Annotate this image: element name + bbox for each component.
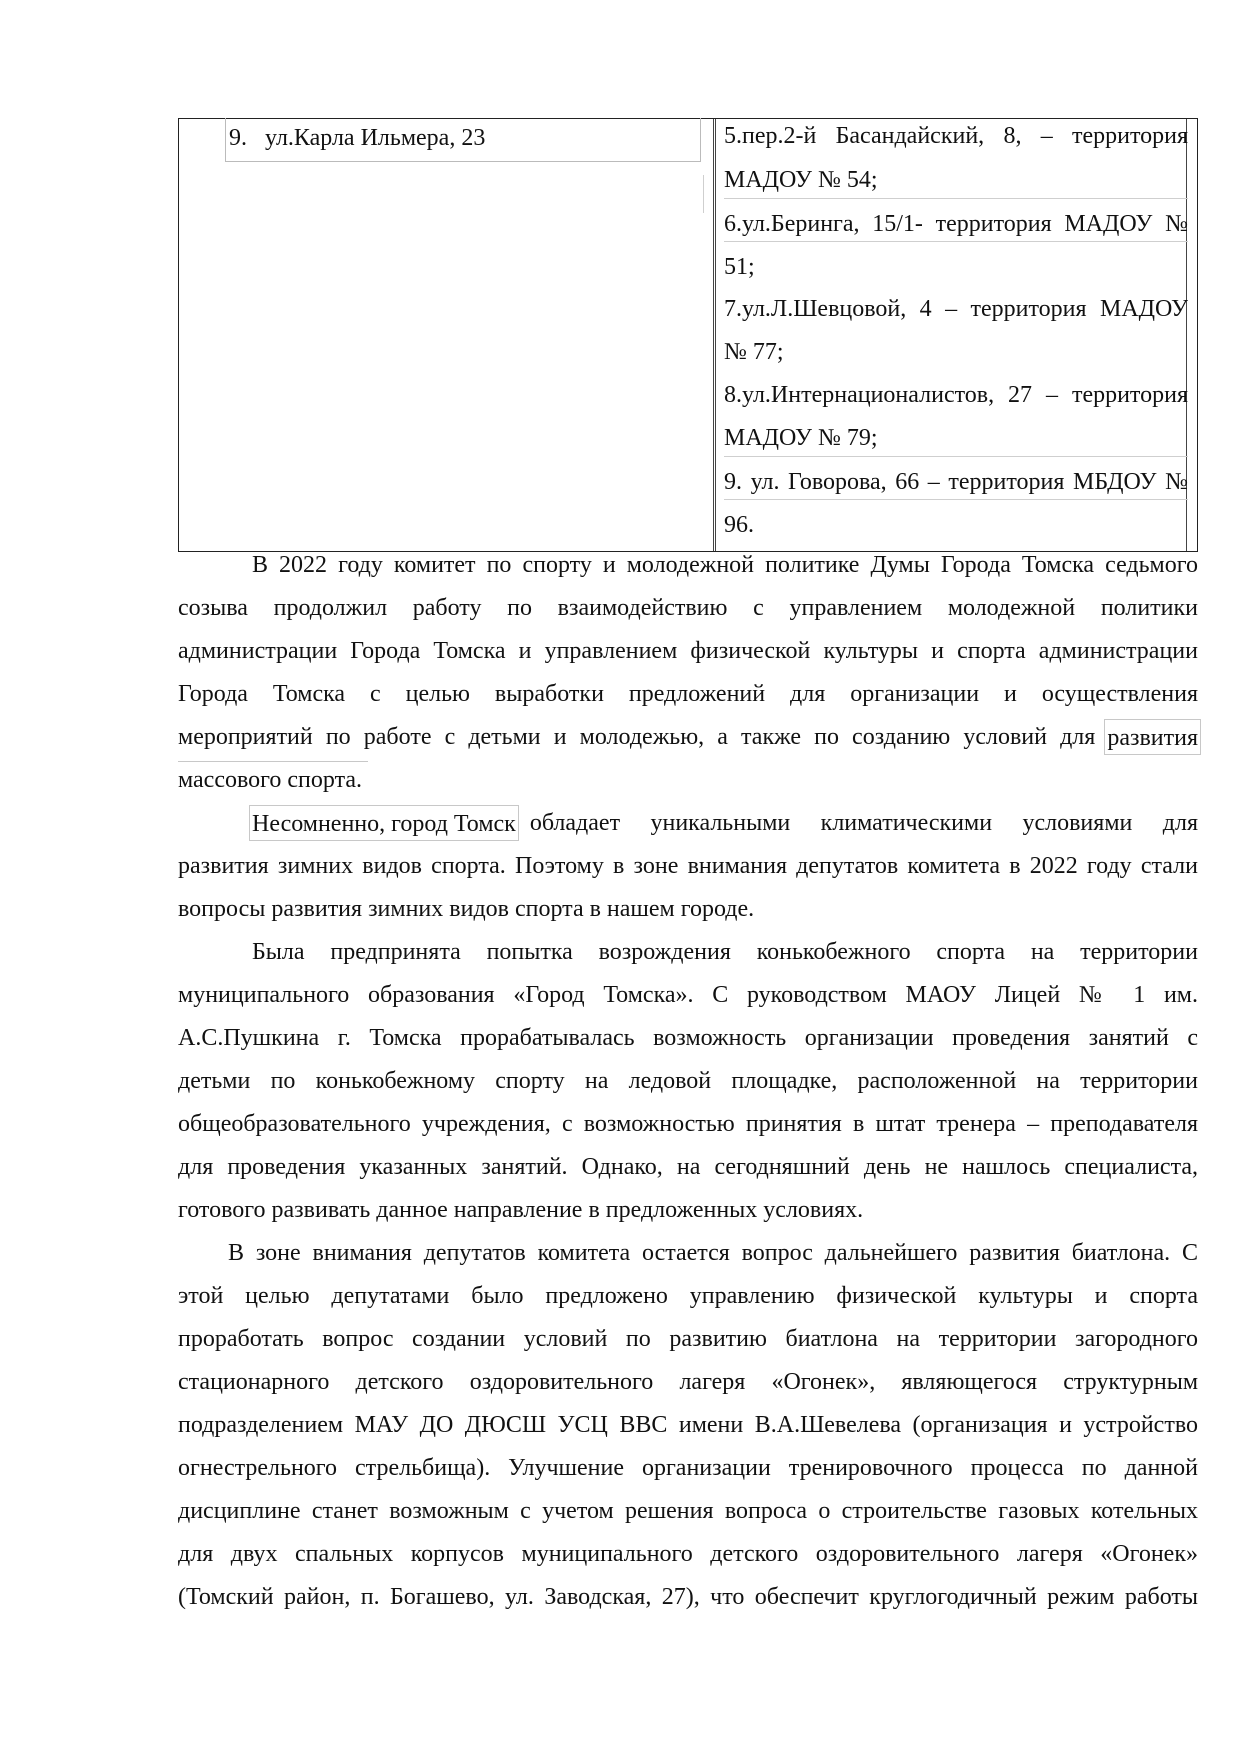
- left-cell-address: ул.Карла Ильмера, 23: [265, 125, 486, 151]
- paragraph-line-text: обладает уникальными климатическими условиями для: [529, 810, 1198, 836]
- paragraph-line: развития зимних видов спорта. Поэтому в зоне внимания депутатов комитета в 2022 году стали: [178, 853, 1198, 879]
- framed-word: развития: [1104, 719, 1201, 755]
- paragraph-line: (Томский район, п. Богашево, ул. Заводская, 27), что обеспечит круглогодичный режим работы: [178, 1584, 1198, 1610]
- paragraph-line: созыва продолжил работу по взаимодействию с управлением молодежной политики: [178, 595, 1198, 621]
- paragraph-line: для двух спальных корпусов муниципального детского оздоровительного лагеря «Огонек»: [178, 1541, 1198, 1567]
- paragraph-line: общеобразовательного учреждения, с возможностью принятия в штат тренера – преподавателя: [178, 1111, 1198, 1137]
- paragraph-line: стационарного детского оздоровительного лагеря «Огонек», являющегося структурным: [178, 1369, 1198, 1395]
- address-table: [178, 118, 1198, 552]
- table-line: 8.ул.Интернационалистов, 27 – территория: [724, 382, 1188, 408]
- paragraph-line: вопросы развития зимних видов спорта в нашем городе.: [178, 896, 755, 922]
- paragraph-line: готового развивать данное направление в предложенных условиях.: [178, 1197, 864, 1223]
- table-line: № 77;: [724, 339, 784, 365]
- table-line: 9. ул. Говорова, 66 – территория МБДОУ №: [724, 456, 1188, 499]
- paragraph-line: подразделением МАУ ДО ДЮСШ УСЦ ВВС имени В.А.Шевелева (организация и устройство: [178, 1412, 1198, 1438]
- paragraph-line: проработать вопрос создании условий по развитию биатлона на территории загородного: [178, 1326, 1198, 1352]
- right-cell: [724, 119, 1188, 542]
- paragraph-line: муниципального образования «Город Томска». С руководством МАОУ Лицей № 1 им.: [178, 982, 1198, 1008]
- paragraph-line: дисциплине станет возможным с учетом решения вопроса о строительстве газовых котельных: [178, 1498, 1198, 1524]
- paragraph-line: для проведения указанных занятий. Однако, на сегодняшний день не нашлось специалиста,: [178, 1154, 1198, 1180]
- cell-stub-line: [703, 175, 704, 213]
- frame-line: [178, 761, 368, 762]
- paragraph-line: [178, 719, 1198, 755]
- table-line: 6.ул.Беринга, 15/1- территория МАДОУ №: [724, 198, 1188, 241]
- table-line: МАДОУ № 79;: [724, 425, 878, 451]
- framed-phrase: Несомненно, город Томск: [249, 805, 519, 841]
- table-line: МАДОУ № 54;: [724, 167, 878, 193]
- paragraph-line: администрации Города Томска и управлением физической культуры и спорта администрации: [178, 638, 1198, 664]
- paragraph-line: Города Томска с целью выработки предложений для организации и осуществления: [178, 681, 1198, 707]
- paragraph-line: В 2022 году комитет по спорту и молодежной политике Думы Города Томска седьмого: [252, 552, 1198, 578]
- table-line: 5.пер.2-й Басандайский, 8, – территория: [724, 123, 1188, 149]
- left-cell-number: 9.: [229, 125, 247, 151]
- paragraph-line: [252, 805, 1198, 841]
- paragraph-line: детьми по конькобежному спорту на ледовой площадке, расположенной на территории: [178, 1068, 1198, 1094]
- paragraph-line: огнестрельного стрельбища). Улучшение организации тренировочного процесса по данной: [178, 1455, 1198, 1481]
- paragraph-line: А.С.Пушкина г. Томска прорабатывалась возможность организации проведения занятий с: [178, 1025, 1198, 1051]
- table-line: 51;: [724, 241, 1188, 284]
- paragraph-line: этой целью депутатами было предложено управлению физической культуры и спорта: [178, 1283, 1198, 1309]
- table-line: 7.ул.Л.Шевцовой, 4 – территория МАДОУ: [724, 296, 1188, 322]
- paragraph-line: Была предпринята попытка возрождения конькобежного спорта на территории: [252, 939, 1198, 965]
- table-line: 96.: [724, 499, 1188, 542]
- left-cell: [229, 121, 485, 155]
- paragraph-line-text: мероприятий по работе с детьми и молодежью, а также по созданию условий для: [178, 724, 1096, 750]
- column-divider: [713, 119, 716, 551]
- paragraph-line: массового спорта.: [178, 767, 363, 793]
- paragraph-line: В зоне внимания депутатов комитета остается вопрос дальнейшего развития биатлона. С: [228, 1240, 1198, 1266]
